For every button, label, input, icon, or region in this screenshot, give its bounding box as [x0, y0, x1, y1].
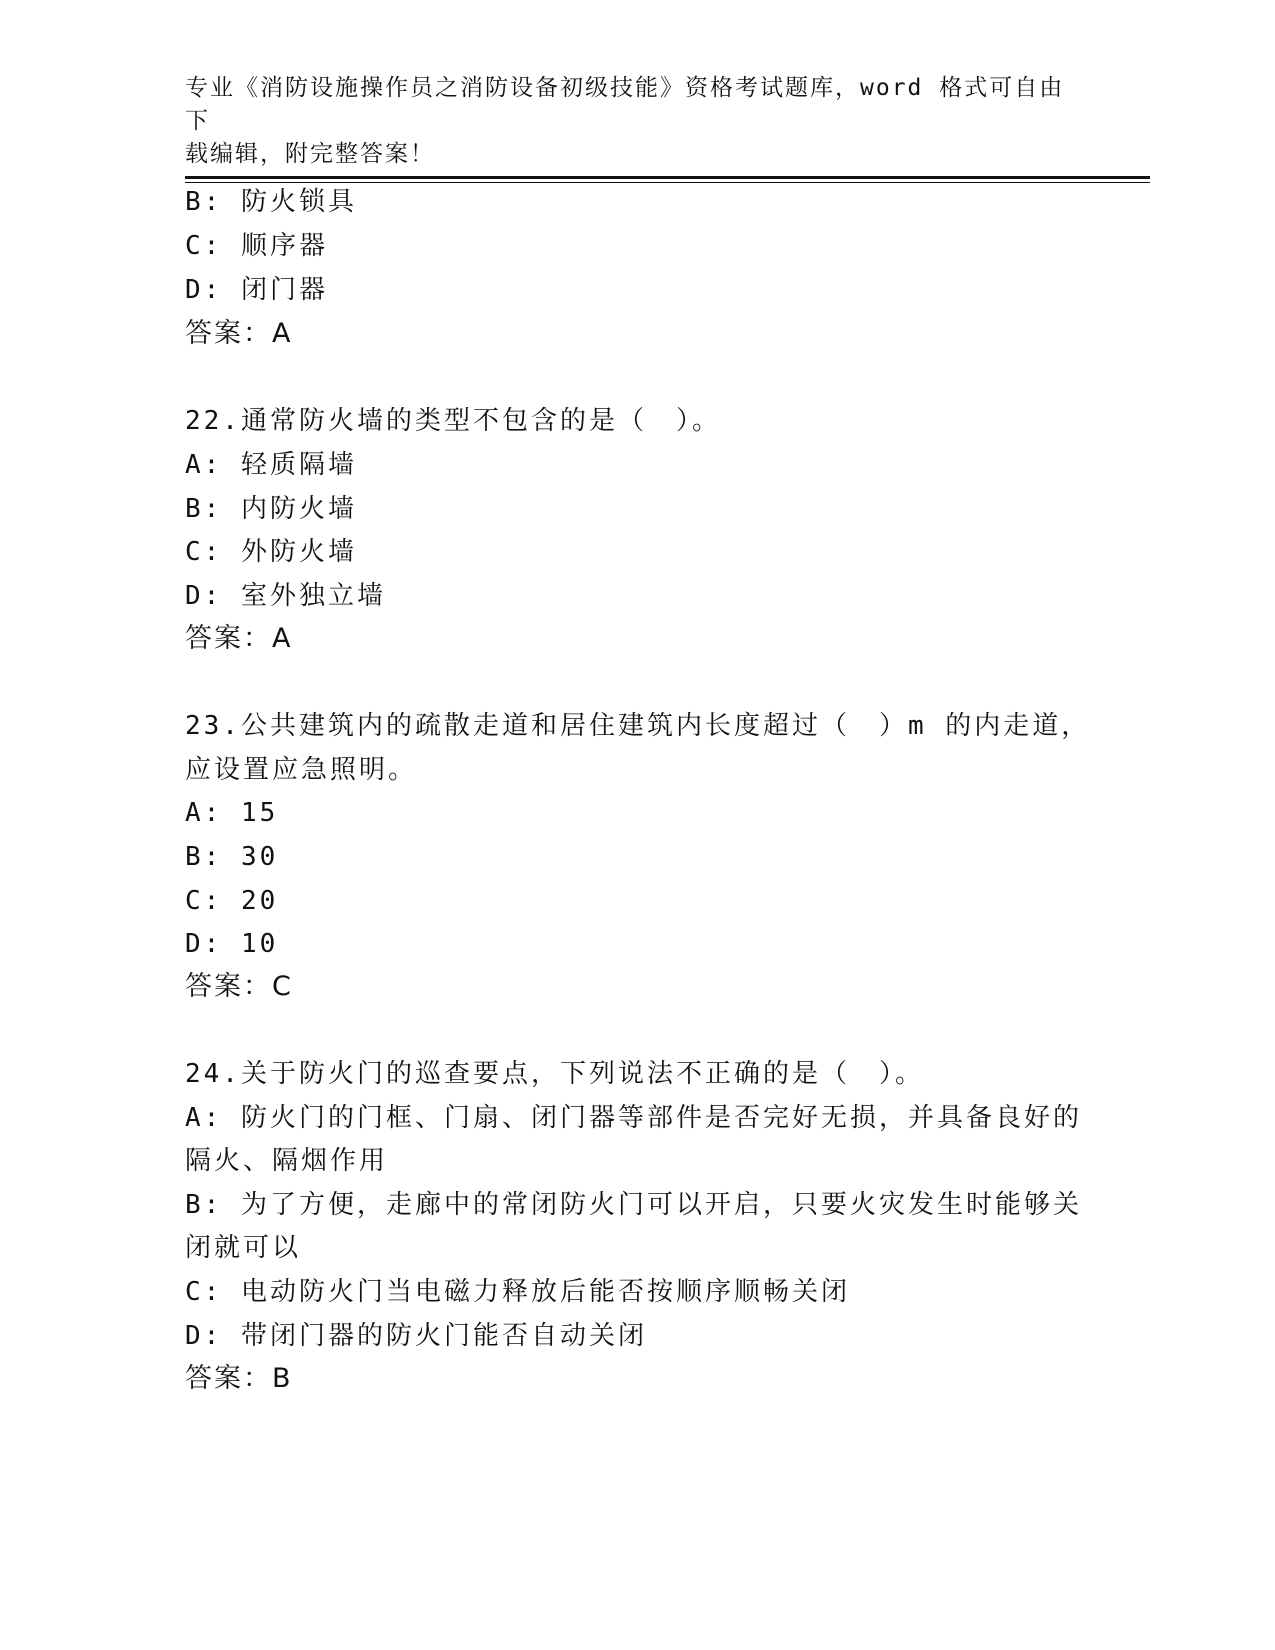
option-b-continued: 闭就可以 — [185, 1233, 302, 1263]
option-a-continued: 隔火、隔烟作用 — [185, 1146, 389, 1176]
option-a: A: 轻质隔墙 — [185, 450, 357, 480]
option-d: D: 闭门器 — [185, 275, 328, 305]
option-a: A: 防火门的门框、门扇、闭门器等部件是否完好无损，并具备良好的 — [185, 1103, 1082, 1133]
answer-line: 答案：A — [185, 318, 293, 349]
option-c: C: 电动防火门当电磁力释放后能否按顺序顺畅关闭 — [185, 1277, 850, 1307]
option-d: D: 室外独立墙 — [185, 581, 386, 611]
header-line-2: 载编辑，附完整答案！ — [185, 141, 435, 167]
header-line-1: 专业《消防设施操作员之消防设备初级技能》资格考试题库，word 格式可自由下 — [185, 75, 1065, 134]
document-header — [185, 72, 1065, 171]
question-stem: 24.关于防火门的巡查要点，下列说法不正确的是（ ）。 — [185, 1059, 924, 1089]
option-c: C: 顺序器 — [185, 231, 328, 261]
header-divider-thin — [185, 182, 1150, 183]
answer-line: 答案：A — [185, 623, 293, 654]
question-stem: 22.通常防火墙的类型不包含的是（ ）。 — [185, 406, 721, 436]
question-stem-continued: 应设置应急照明。 — [185, 755, 418, 785]
option-b: B: 防火锁具 — [185, 187, 357, 217]
option-d: D: 带闭门器的防火门能否自动关闭 — [185, 1321, 647, 1351]
option-b: B: 内防火墙 — [185, 494, 357, 524]
option-d: D: 10 — [185, 929, 279, 959]
option-c: C: 外防火墙 — [185, 537, 357, 567]
answer-line: 答案：B — [185, 1363, 293, 1394]
option-b: B: 为了方便，走廊中的常闭防火门可以开启，只要火灾发生时能够关 — [185, 1190, 1082, 1220]
question-stem: 23.公共建筑内的疏散走道和居住建筑内长度超过（ ）m 的内走道， — [185, 711, 1091, 741]
option-c: C: 20 — [185, 886, 279, 916]
header-divider-thick — [185, 176, 1150, 179]
option-b: B: 30 — [185, 842, 279, 872]
answer-line: 答案：C — [185, 971, 293, 1002]
option-a: A: 15 — [185, 798, 279, 828]
